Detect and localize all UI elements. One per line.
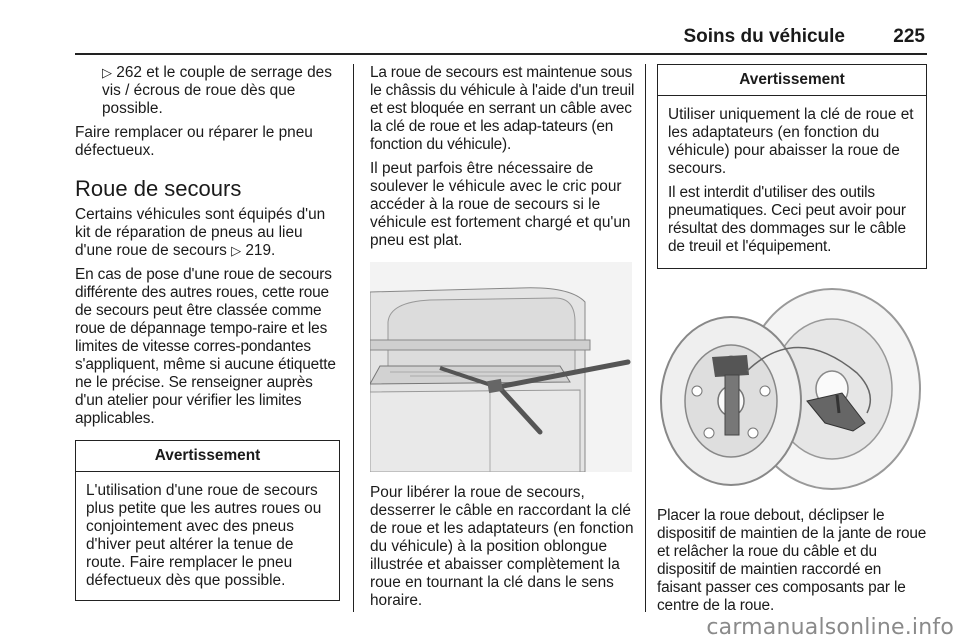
page-number: 225 — [893, 26, 925, 47]
warning-body — [76, 472, 339, 600]
column-2 — [370, 64, 635, 616]
header-rule — [75, 53, 927, 55]
warning-box — [75, 440, 340, 601]
page-header — [75, 26, 925, 50]
paragraph: Pour libérer la roue de secours, desserrer le câble en raccordant la clé de roue et les adaptateurs (en fonction du véhicule) à la position oblongue illustrée et abaisser complètement la roue en tournant la clé dans le sens horaire. — [370, 484, 634, 609]
paragraph: En cas de pose d'une roue de secours différente des autres roues, cette roue de secours peut être classée comme roue de dépannage tempo-raire et les limites de vitesse corres-pondantes s'appliquent, même si aucune étiquette ne le précise. Se renseigner auprès d'un atelier pour vérifier les limites applicables. — [75, 266, 336, 427]
page-reference: 219. — [241, 242, 276, 259]
warning-body — [658, 96, 926, 268]
paragraph: Placer la roue debout, déclipser le dispositif de maintien de la jante de roue et relâcher la roue du câble et du dispositif de maintien raccordé en faisant passer ces composants par le centre de la roue. — [657, 507, 927, 614]
cross-reference-arrow-icon: ▷ — [102, 65, 112, 80]
paragraph — [75, 206, 340, 260]
paragraph: Faire remplacer ou réparer le pneu défectueux. — [75, 124, 313, 159]
column-3 — [657, 64, 927, 621]
cross-reference-arrow-icon: ▷ — [231, 243, 242, 258]
warning-title: Avertissement — [658, 65, 926, 96]
paragraph: La roue de secours est maintenue sous le châssis du véhicule à l'aide d'un treuil et est bloquée en serrant un câble avec la clé de roue et les adap-tateurs (en fonction du véhicule). — [370, 64, 635, 153]
warning-box — [657, 64, 927, 269]
section-title: Soins du véhicule — [683, 26, 845, 47]
warning-text: L'utilisation d'une roue de secours plus petite que les autres roues ou conjointement avec des pneus d'hiver peut altérer la tenue de route. Faire remplacer le pneu défectueux dès que possible. — [86, 482, 322, 589]
paragraph: Il peut parfois être nécessaire de soulever le véhicule avec le cric pour accéder à la roue de secours si le véhicule est fortement chargé et qu'un pneu est plat. — [370, 160, 631, 249]
column-divider-1 — [353, 64, 354, 612]
column-1 — [75, 64, 340, 601]
warning-paragraph: Utiliser uniquement la clé de roue et les adaptateurs (en fonction du véhicule) pour abaisser la roue de secours. — [668, 106, 914, 177]
spare-wheel-release-illustration — [657, 283, 925, 493]
watermark: carmanualsonline.info — [706, 615, 954, 640]
paragraph-text: Certains véhicules sont équipés d'un kit de réparation de pneus au lieu d'une roue de secours — [75, 206, 326, 259]
vehicle-underside-wrench-icon — [370, 262, 632, 472]
column-divider-2 — [645, 64, 646, 612]
spare-wheel-icon — [657, 283, 925, 493]
section-heading: Roue de secours — [75, 176, 242, 201]
bullet-continuation — [75, 64, 340, 118]
warning-paragraph: Il est interdit d'utiliser des outils pneumatiques. Ceci peut avoir pour résultat des dommages sur le câble de treuil et l'équipement. — [668, 184, 906, 255]
spare-wheel-winch-illustration — [370, 262, 632, 472]
bullet-continuation-text: 262 et le couple de serrage des vis / écrous de roue dès que possible. — [102, 64, 332, 117]
warning-title: Avertissement — [76, 441, 339, 472]
